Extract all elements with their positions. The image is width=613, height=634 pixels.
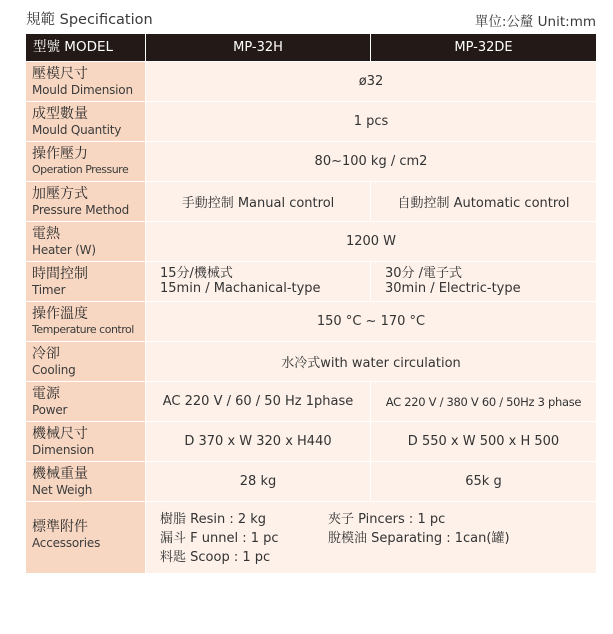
label-en: Power bbox=[32, 403, 68, 417]
row-label bbox=[26, 422, 146, 461]
row-label bbox=[26, 182, 146, 221]
spec-header bbox=[26, 8, 596, 30]
table-header-row bbox=[26, 34, 596, 62]
timer-a bbox=[146, 262, 371, 301]
power-a: AC 220 V / 60 / 50 Hz 1phase bbox=[146, 382, 371, 421]
row-label bbox=[26, 62, 146, 101]
row-label bbox=[26, 222, 146, 261]
label-zh: 冷卻 bbox=[32, 346, 60, 362]
model-b-header: MP-32DE bbox=[371, 34, 596, 61]
accessory-pincers: 夾子 Pincers : 1 pc bbox=[328, 512, 446, 527]
mould-quantity-value: 1 pcs bbox=[146, 102, 596, 141]
row-timer bbox=[26, 262, 596, 302]
model-a-header: MP-32H bbox=[146, 34, 371, 61]
label-en: Heater (W) bbox=[32, 243, 96, 257]
label-en: Mould Quantity bbox=[32, 123, 122, 137]
row-power bbox=[26, 382, 596, 422]
row-net-weight bbox=[26, 462, 596, 502]
temperature-value: 150 °C ~ 170 °C bbox=[146, 302, 596, 341]
row-mould-quantity bbox=[26, 102, 596, 142]
row-cooling bbox=[26, 342, 596, 382]
label-en: Dimension bbox=[32, 443, 94, 457]
pressure-method-b: 自動控制 Automatic control bbox=[371, 182, 596, 221]
heater-value: 1200 W bbox=[146, 222, 596, 261]
net-weight-a: 28 kg bbox=[146, 462, 371, 501]
row-label bbox=[26, 382, 146, 421]
row-temperature bbox=[26, 302, 596, 342]
label-en: Accessories bbox=[32, 536, 101, 550]
row-mould-dimension bbox=[26, 62, 596, 102]
label-zh: 電源 bbox=[32, 386, 60, 402]
power-b: AC 220 V / 380 V 60 / 50Hz 3 phase bbox=[371, 382, 596, 421]
specification-table bbox=[26, 34, 596, 574]
pressure-method-a: 手動控制 Manual control bbox=[146, 182, 371, 221]
row-dimension bbox=[26, 422, 596, 462]
label-en: Temperature control bbox=[32, 323, 134, 336]
cooling-value: 水冷式with water circulation bbox=[146, 342, 596, 381]
row-label bbox=[26, 462, 146, 501]
label-zh: 機械重量 bbox=[32, 466, 88, 482]
label-zh: 加壓方式 bbox=[32, 186, 88, 202]
label-zh: 時間控制 bbox=[32, 266, 88, 282]
label-zh: 壓模尺寸 bbox=[32, 66, 88, 82]
page-title: 規範 Specification bbox=[26, 12, 153, 28]
row-accessories bbox=[26, 502, 596, 574]
label-zh: 電熱 bbox=[32, 226, 60, 242]
unit-note: 單位:公釐 Unit:mm bbox=[474, 14, 596, 30]
row-label bbox=[26, 302, 146, 341]
row-label bbox=[26, 342, 146, 381]
net-weight-b: 65k g bbox=[371, 462, 596, 501]
accessory-resin: 樹脂 Resin : 2 kg bbox=[160, 512, 267, 527]
timer-b bbox=[371, 262, 596, 301]
timer-a-line1: 15分/機械式 bbox=[160, 266, 233, 282]
label-en: Mould Dimension bbox=[32, 83, 133, 97]
label-zh: 標準附件 bbox=[32, 519, 88, 535]
model-column-header: 型號 MODEL bbox=[26, 34, 146, 61]
accessory-scoop: 料匙 Scoop : 1 pc bbox=[160, 550, 271, 565]
label-en: Cooling bbox=[32, 363, 76, 377]
row-operation-pressure bbox=[26, 142, 596, 182]
label-zh: 操作溫度 bbox=[32, 306, 88, 322]
dimension-a: D 370 x W 320 x H440 bbox=[146, 422, 371, 461]
label-zh: 機械尺寸 bbox=[32, 426, 88, 442]
dimension-b: D 550 x W 500 x H 500 bbox=[371, 422, 596, 461]
mould-dimension-value: ø32 bbox=[146, 62, 596, 101]
timer-b-line1: 30分 /電子式 bbox=[385, 266, 463, 282]
accessory-separating: 脫模油 Separating : 1can(罐) bbox=[328, 531, 510, 546]
row-label bbox=[26, 142, 146, 181]
accessories-list bbox=[146, 502, 596, 573]
timer-a-line2: 15min / Machanical-type bbox=[160, 280, 321, 296]
row-label bbox=[26, 102, 146, 141]
row-pressure-method bbox=[26, 182, 596, 222]
label-zh: 成型數量 bbox=[32, 106, 88, 122]
row-label bbox=[26, 502, 146, 573]
accessory-funnel: 漏斗 F unnel : 1 pc bbox=[160, 531, 279, 546]
label-en: Pressure Method bbox=[32, 203, 130, 217]
label-zh: 操作壓力 bbox=[32, 146, 88, 162]
label-en: Timer bbox=[32, 283, 66, 297]
label-en: Operation Pressure bbox=[32, 163, 129, 176]
row-label bbox=[26, 262, 146, 301]
row-heater bbox=[26, 222, 596, 262]
timer-b-line2: 30min / Electric-type bbox=[385, 280, 521, 296]
operation-pressure-value: 80~100 kg / cm2 bbox=[146, 142, 596, 181]
label-en: Net Weigh bbox=[32, 483, 93, 497]
